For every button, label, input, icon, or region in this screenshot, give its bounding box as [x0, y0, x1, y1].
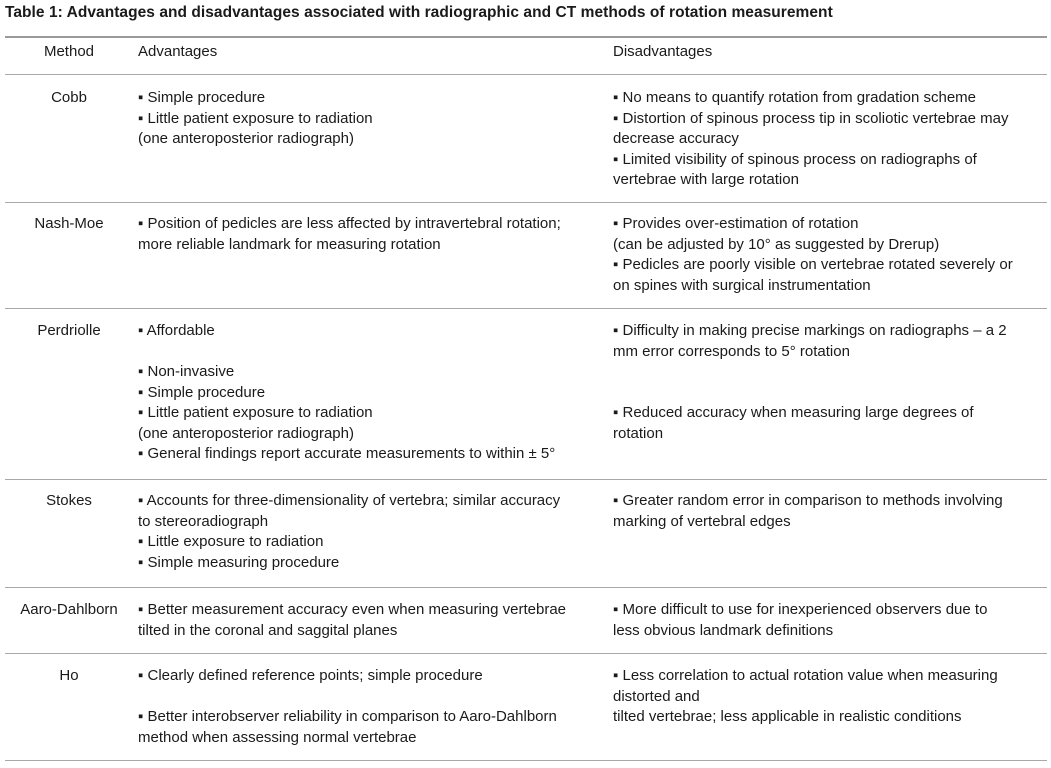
- row-advantages-aaro-dahlborn: [138, 600, 566, 641]
- disadvantage-line: (can be adjusted by 10° as suggested by Drerup): [613, 235, 940, 253]
- advantage-line: ▪ General findings report accurate measurements to within ± 5°: [138, 445, 556, 462]
- advantage-line: [138, 342, 555, 363]
- disadvantage-line: ▪ Limited visibility of spinous process on radiographs of: [613, 150, 977, 168]
- advantage-line: (one anteroposterior radiograph): [138, 424, 354, 442]
- disadvantage-line: [613, 383, 1007, 404]
- disadvantage-line: decrease accuracy: [613, 130, 739, 147]
- table-caption: Table 1: Advantages and disadvantages associated with radiographic and CT methods of rotation measurement: [5, 4, 833, 21]
- advantage-line: ▪ Simple procedure: [138, 89, 266, 106]
- row-disadvantages-perdriolle: [613, 321, 1007, 444]
- row-disadvantages-ho: [613, 666, 998, 728]
- row-advantages-perdriolle: [138, 321, 555, 465]
- row-method-cobb: Cobb: [51, 89, 87, 106]
- disadvantage-line: [613, 362, 1007, 383]
- header-disadvantages: Disadvantages: [613, 43, 713, 60]
- header-advantages: Advantages: [138, 43, 218, 60]
- disadvantage-line: ▪ Difficulty in making precise markings on radiographs – a 2: [613, 322, 1007, 339]
- row-disadvantages-nash-moe: [613, 214, 1013, 296]
- disadvantage-line: less obvious landmark definitions: [613, 621, 834, 639]
- row-method-aaro-dahlborn: Aaro-Dahlborn: [20, 601, 118, 618]
- disadvantage-line: ▪ More difficult to use for inexperienced observers due to: [613, 601, 988, 618]
- row-divider: [5, 479, 1047, 480]
- disadvantage-line: vertebrae with large rotation: [613, 171, 799, 188]
- table-top-rule: [5, 36, 1047, 38]
- row-divider: [5, 308, 1047, 309]
- disadvantage-line: ▪ Greater random error in comparison to methods involving: [613, 492, 1003, 509]
- disadvantage-line: ▪ Distortion of spinous process tip in scoliotic vertebrae may: [613, 109, 1009, 127]
- row-method-stokes: Stokes: [46, 492, 92, 509]
- disadvantage-line: ▪ Provides over-estimation of rotation: [613, 215, 859, 232]
- disadvantage-line: tilted vertebrae; less applicable in realistic conditions: [613, 708, 962, 725]
- advantage-line: method when assessing normal vertebrae: [138, 728, 417, 746]
- advantage-line: (one anteroposterior radiograph): [138, 130, 354, 147]
- disadvantage-line: marking of vertebral edges: [613, 512, 791, 530]
- row-advantages-nash-moe: [138, 214, 561, 255]
- row-advantages-ho: [138, 666, 557, 748]
- advantage-line: ▪ Better interobserver reliability in comparison to Aaro-Dahlborn: [138, 708, 557, 725]
- header-rule: [5, 74, 1047, 75]
- disadvantage-line: on spines with surgical instrumentation: [613, 276, 871, 294]
- row-disadvantages-stokes: [613, 491, 1003, 532]
- advantage-line: ▪ Position of pedicles are less affected by intravertebral rotation;: [138, 215, 561, 232]
- disadvantage-line: ▪ Less correlation to actual rotation value when measuring: [613, 667, 998, 684]
- advantage-line: more reliable landmark for measuring rotation: [138, 235, 441, 253]
- row-method-perdriolle: Perdriolle: [37, 322, 101, 339]
- advantage-line: ▪ Little patient exposure to radiation: [138, 404, 373, 421]
- disadvantage-line: ▪ Pedicles are poorly visible on vertebrae rotated severely or: [613, 256, 1013, 273]
- advantage-line: ▪ Non-invasive: [138, 363, 235, 380]
- advantage-line: ▪ Accounts for three-dimensionality of vertebra; similar accuracy: [138, 492, 561, 509]
- advantage-line: ▪ Better measurement accuracy even when measuring vertebrae: [138, 601, 567, 618]
- row-divider: [5, 653, 1047, 654]
- row-divider: [5, 587, 1047, 588]
- advantage-line: tilted in the coronal and saggital planes: [138, 621, 398, 639]
- row-advantages-cobb: [138, 88, 373, 150]
- row-advantages-stokes: [138, 491, 560, 573]
- row-disadvantages-cobb: [613, 88, 1009, 191]
- row-divider: [5, 202, 1047, 203]
- disadvantage-line: mm error corresponds to 5° rotation: [613, 342, 850, 360]
- disadvantage-line: ▪ Reduced accuracy when measuring large degrees of: [613, 404, 974, 421]
- header-method: Method: [43, 43, 95, 60]
- advantage-line: ▪ Simple procedure: [138, 383, 266, 401]
- table-bottom-rule: [5, 760, 1047, 761]
- advantage-line: [138, 687, 557, 708]
- row-method-nash-moe: Nash-Moe: [34, 215, 104, 232]
- disadvantage-line: ▪ No means to quantify rotation from gradation scheme: [613, 89, 977, 106]
- advantage-line: ▪ Simple measuring procedure: [138, 553, 340, 571]
- disadvantage-line: rotation: [613, 424, 664, 442]
- disadvantage-line: distorted and: [613, 687, 700, 705]
- row-method-ho: Ho: [59, 667, 79, 684]
- row-disadvantages-aaro-dahlborn: [613, 600, 987, 641]
- advantage-line: to stereoradiograph: [138, 512, 269, 530]
- advantage-line: ▪ Clearly defined reference points; simple procedure: [138, 667, 483, 684]
- advantage-line: ▪ Affordable: [138, 322, 215, 339]
- advantage-line: ▪ Little exposure to radiation: [138, 533, 324, 550]
- advantage-line: ▪ Little patient exposure to radiation: [138, 109, 373, 127]
